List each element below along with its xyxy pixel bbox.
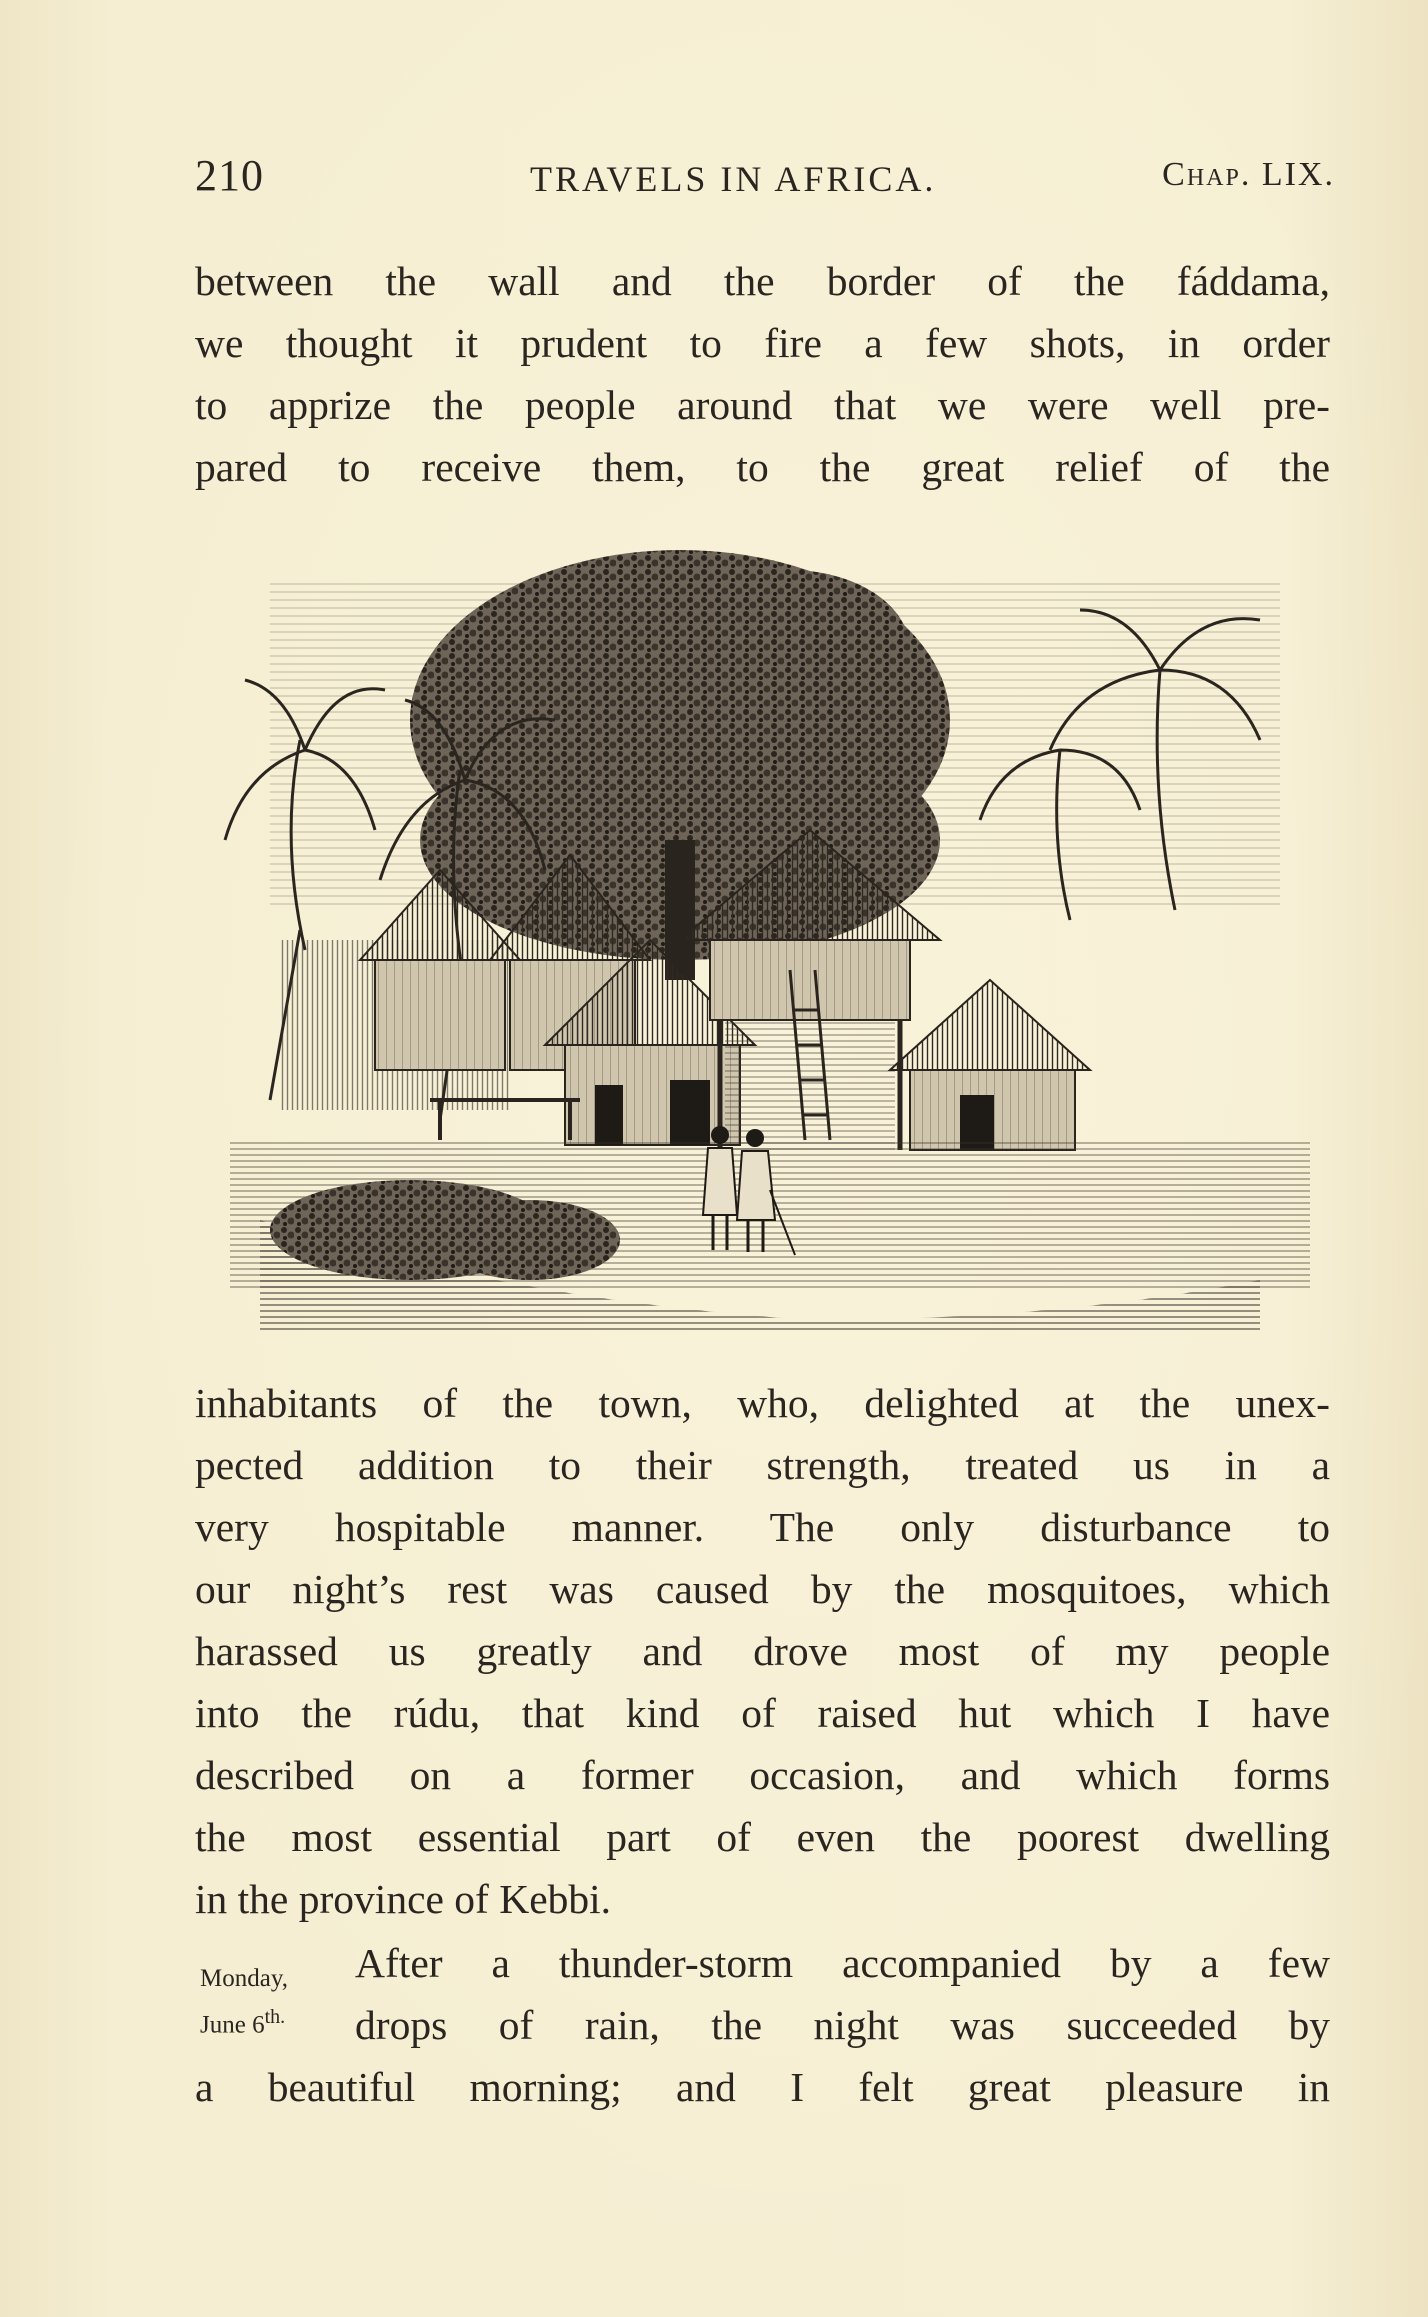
text-line: very hospitable manner. The only disturbance to <box>195 1504 1330 1550</box>
paragraph-middle <box>195 1372 1330 1930</box>
text-line: to apprize the people around that we were well pre- <box>195 382 1330 428</box>
paragraph-bottom-indented <box>355 1932 1330 2056</box>
text-line: we thought it prudent to fire a few shots, in order <box>195 320 1330 366</box>
text-line: described on a former occasion, and which forms <box>195 1752 1330 1798</box>
marginal-date-main: June 6 <box>200 2011 265 2039</box>
text-line: our night’s rest was caused by the mosquitoes, which <box>195 1566 1330 1612</box>
text-line: into the rúdu, that kind of raised hut which I have <box>195 1690 1330 1736</box>
running-title: TRAVELS IN AFRICA. <box>530 159 937 199</box>
text-line: pared to receive them, to the great relief of the <box>195 444 1330 490</box>
marginal-day: Monday, <box>200 1965 288 1992</box>
village-engraving <box>210 540 1320 1350</box>
paragraph-top <box>195 250 1330 498</box>
text-line: the most essential part of even the poorest dwelling <box>195 1814 1330 1860</box>
marginal-date-note <box>200 1960 288 2044</box>
page-number: 210 <box>195 151 264 200</box>
page-header <box>195 150 1335 210</box>
text-line: in the province of Kebbi. <box>195 1876 612 1922</box>
hut-right <box>890 980 1090 1150</box>
text-line: inhabitants of the town, who, delighted at the unex- <box>195 1380 1330 1426</box>
text-line: pected addition to their strength, treated us in a <box>195 1442 1330 1488</box>
marginal-date <box>200 1998 288 2044</box>
marginal-date-suffix: th. <box>264 2006 286 2028</box>
text-line: between the wall and the border of the fáddama, <box>195 258 1330 304</box>
text-line: drops of rain, the night was succeeded by <box>355 2002 1330 2048</box>
text-line: harassed us greatly and drove most of my people <box>195 1628 1330 1674</box>
chapter-label: Chap. LIX. <box>1162 156 1335 193</box>
text-line: After a thunder-storm accompanied by a few <box>355 1940 1330 1986</box>
text-line: a beautiful morning; and I felt great pleasure in <box>195 2064 1330 2110</box>
paragraph-bottom <box>195 2056 1330 2118</box>
